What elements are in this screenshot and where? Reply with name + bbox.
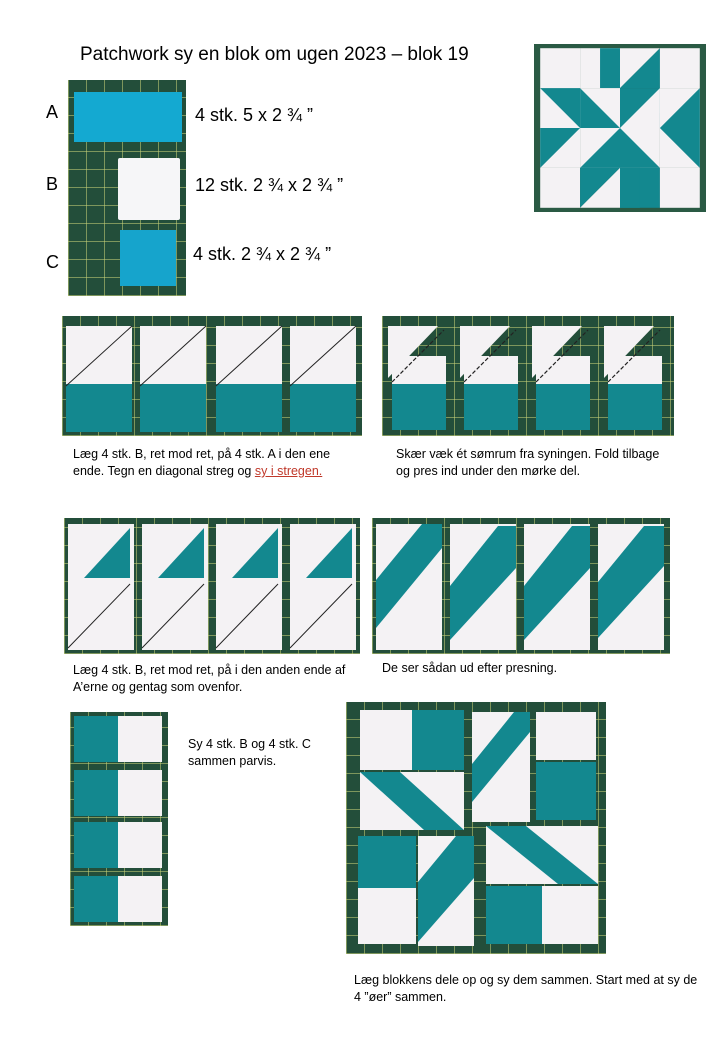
step3-photo [64, 518, 360, 654]
piece-b [118, 158, 180, 220]
step1-diagram [62, 316, 362, 436]
label-a: A [46, 102, 59, 122]
step4-diagram [372, 518, 670, 654]
step3-caption: Læg 4 stk. B, ret mod ret, på i den anden ende af A’erne og gentag som ovenfor. [73, 663, 346, 694]
cut-b-text: 12 stk. 2 ¾ x 2 ¾ ” [195, 175, 344, 195]
step5-photo [70, 712, 168, 926]
label-b: B [46, 174, 59, 194]
step2-diagram [382, 316, 674, 436]
step1-photo [62, 316, 362, 436]
step1-caption: Læg 4 stk. B, ret mod ret, på 4 stk. A i den ene ende. Tegn en diagonal streg og sy i stregen. [73, 447, 331, 478]
finished-block-diagram [534, 44, 706, 212]
step6-caption: Læg blokkens dele op og sy dem sammen. Start med at sy de 4 ”øer” sammen. [354, 973, 698, 1004]
step2-photo [382, 316, 674, 436]
step5-diagram [70, 712, 168, 926]
step4-photo [372, 518, 670, 654]
step5-caption: Sy 4 stk. B og 4 stk. C sammen parvis. [188, 737, 311, 768]
cut-c-text: 4 stk. 2 ¾ x 2 ¾ ” [193, 244, 332, 264]
page-title: Patchwork sy en blok om ugen 2023 – blok 19 [80, 44, 469, 65]
step2-caption: Skær væk ét sømrum fra syningen. Fold tilbage og pres ind under den mørke del. [396, 447, 660, 478]
step3-diagram [64, 518, 360, 654]
step1-link[interactable]: sy i stregen. [254, 464, 323, 478]
cut-a-text: 4 stk. 5 x 2 ¾ ” [195, 105, 314, 125]
step6-diagram [346, 702, 606, 954]
fabric-pieces-photo [68, 80, 186, 296]
piece-c [120, 230, 176, 286]
step6-photo [346, 702, 606, 954]
finished-block-photo [534, 44, 706, 212]
piece-a [74, 92, 182, 142]
label-c: C [46, 252, 59, 272]
step4-caption: De ser sådan ud efter presning. [382, 661, 558, 675]
